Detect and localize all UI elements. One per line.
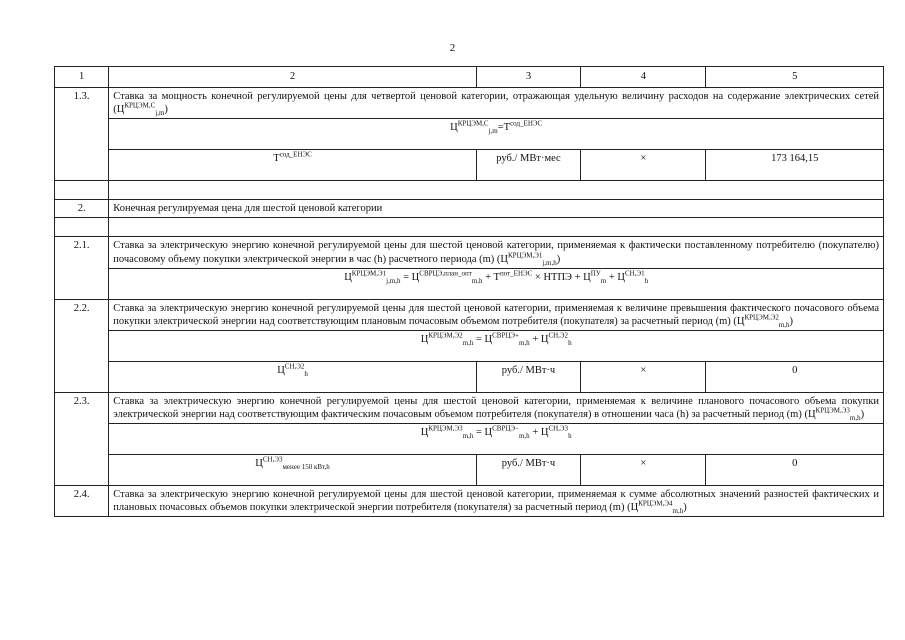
row-description: Ставка за электрическую энергию конечной регулируемой цены для шестой ценовой категории, применяемая к сумме абсолютных значений разностей фактических и плановых почасовых объемов покупки электрической энергии потребителя (покупателя) за расчетный период (m) $(Ц^{КРЦЭМ,Э4}_{m,h})$ (109, 486, 884, 517)
row-number: 2.2. (55, 299, 109, 392)
row-description: Конечная регулируемая цена для шестой ценовой категории (109, 200, 884, 218)
parameter-symbol: $Ц^{СН,Э3}_{менее 150 кВт,h}$ (109, 455, 477, 486)
value-cell: 0 (706, 361, 884, 392)
parameter-row (55, 361, 884, 392)
parameter-row (55, 455, 884, 486)
row-number: 2.4. (55, 486, 109, 517)
formula-row (55, 119, 884, 150)
tariff-table (54, 66, 884, 517)
table-row-2-4 (55, 486, 884, 517)
formula-row (55, 424, 884, 455)
row-number: 2. (55, 200, 109, 218)
row-number: 2.1. (55, 237, 109, 299)
page-number: 2 (449, 42, 456, 54)
row-description: Ставка за электрическую энергию конечной регулируемой цены для шестой ценовой категории, применяемая к фактически поставленному потребителю (покупателю) почасовому объему покупки электрической энергии в час (h) расчетного периода (m) $(Ц^{КРЦЭМ,Э1}_{j,m,h})$ (109, 237, 884, 268)
value-cell: 0 (706, 455, 884, 486)
formula: $Ц^{КРЦЭМ,Э3}_{m,h} = Ц^{СВРЦЭ-}_{m,h} + Ц^{СН,Э3}_h$ (109, 424, 884, 455)
row-description: Ставка за электрическую энергию конечной регулируемой цены для шестой ценовой категории, применяемая к величине превышения фактического почасового объема покупки электрической энергии над соответствующим плановым почасовым объемом потребителя (покупателя) за расчетный период (m) $(Ц^{КРЦЭМ,Э2}_{m,h})$ (109, 299, 884, 330)
value-cell: 173 164,15 (706, 150, 884, 181)
formula-row (55, 268, 884, 299)
formula-row (55, 330, 884, 361)
mark-cell: × (581, 150, 706, 181)
table-row-2-2 (55, 299, 884, 330)
header-col-4: 4 (581, 67, 706, 88)
header-col-2: 2 (109, 67, 477, 88)
header-col-3: 3 (476, 67, 580, 88)
table-row-1-3 (55, 88, 884, 119)
formula: $Ц^{КРЦЭМ,С}_{j,m}=T^{сод\_ЕНЭС}$ (109, 119, 884, 150)
formula: $Ц^{КРЦЭМ,Э2}_{m,h} = Ц^{СВРЦЭ+}_{m,h} + Ц^{СН,Э2}_h$ (109, 330, 884, 361)
header-col-5: 5 (706, 67, 884, 88)
parameter-row (55, 150, 884, 181)
row-description: Ставка за мощность конечной регулируемой цены для четвертой ценовой категории, отражающая удельную величину расходов на содержание электрических сетей $(Ц^{КРЦЭМ,С}_{j,m})$ (109, 88, 884, 119)
row-description: Ставка за электрическую энергию конечной регулируемой цены для шестой ценовой категории, применяемая к величине планового почасового объема покупки электрической энергии над соответствующим фактическим почасовым объемом потребителя (покупателя) в отношении часа (h) за расчетный период (m) $(Ц^{КРЦЭМ,Э3}_{m,h})$ (109, 392, 884, 423)
unit-cell: руб./ МВт·ч (476, 361, 580, 392)
formula: $Ц^{КРЦЭМ,Э1}_{j,m,h} = Ц^{СВРЦЭ,план\_опт}_{m,h} + T^{пот\_ЕНЭС}$ × НТПЭ + $Ц^{ПУ}_m + Ц^{СН,Э1}_h$ (109, 268, 884, 299)
table-header-row (55, 67, 884, 88)
row-number: 2.3. (55, 392, 109, 485)
unit-cell: руб./ МВт·ч (476, 455, 580, 486)
mark-cell: × (581, 361, 706, 392)
parameter-symbol: $Ц^{СН,Э2}_h$ (109, 361, 477, 392)
row-number: 1.3. (55, 88, 109, 181)
table-row-2-3 (55, 392, 884, 423)
table-row-2-1 (55, 237, 884, 268)
unit-cell: руб./ МВт·мес (476, 150, 580, 181)
mark-cell: × (581, 455, 706, 486)
table-row-2 (55, 200, 884, 218)
parameter-symbol: $T^{сод\_ЕНЭС}$ (109, 150, 477, 181)
header-col-1: 1 (55, 67, 109, 88)
